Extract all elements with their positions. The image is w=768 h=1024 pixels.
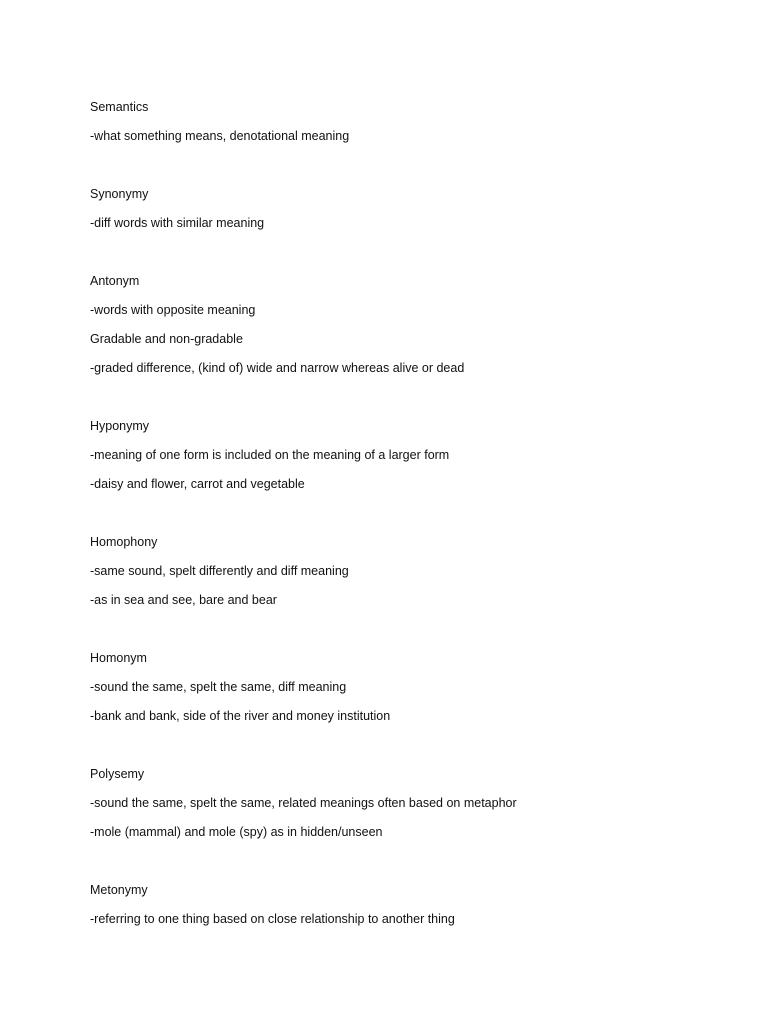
section-hyponymy: [90, 412, 710, 499]
section-line: Gradable and non-gradable: [90, 332, 243, 346]
blank-line: [90, 731, 710, 760]
blank-line: [90, 499, 710, 528]
section-homophony: [90, 528, 710, 615]
section-line: -same sound, spelt differently and diff meaning: [90, 564, 349, 578]
section-line: -words with opposite meaning: [90, 303, 256, 317]
section-line: -sound the same, spelt the same, related meanings often based on metaphor: [90, 796, 517, 810]
section-line: -what something means, denotational meaning: [90, 129, 350, 143]
section-heading: Hyponymy: [90, 419, 150, 433]
section-antonym: [90, 267, 710, 383]
blank-line: [90, 151, 710, 180]
blank-line: [90, 383, 710, 412]
section-line: -referring to one thing based on close relationship to another thing: [90, 912, 455, 926]
section-heading: Semantics: [90, 100, 149, 114]
section-heading: Antonym: [90, 274, 140, 288]
section-line: -bank and bank, side of the river and money institution: [90, 709, 391, 723]
section-line: -mole (mammal) and mole (spy) as in hidden/unseen: [90, 825, 383, 839]
section-heading: Metonymy: [90, 883, 148, 897]
blank-line: [90, 238, 710, 267]
document-content: [90, 93, 710, 934]
section-line: -diff words with similar meaning: [90, 216, 265, 230]
section-line: -as in sea and see, bare and bear: [90, 593, 277, 607]
section-heading: Synonymy: [90, 187, 149, 201]
section-polysemy: [90, 760, 710, 847]
section-synonymy: [90, 180, 710, 238]
section-line: -daisy and flower, carrot and vegetable: [90, 477, 305, 491]
blank-line: [90, 847, 710, 876]
section-heading: Polysemy: [90, 767, 145, 781]
section-line: -sound the same, spelt the same, diff meaning: [90, 680, 347, 694]
section-line: -graded difference, (kind of) wide and narrow whereas alive or dead: [90, 361, 465, 375]
section-metonymy: [90, 876, 710, 934]
section-homonym: [90, 644, 710, 731]
section-heading: Homophony: [90, 535, 158, 549]
section-heading: Homonym: [90, 651, 147, 665]
blank-line: [90, 615, 710, 644]
section-semantics: [90, 93, 710, 151]
section-line: -meaning of one form is included on the meaning of a larger form: [90, 448, 450, 462]
